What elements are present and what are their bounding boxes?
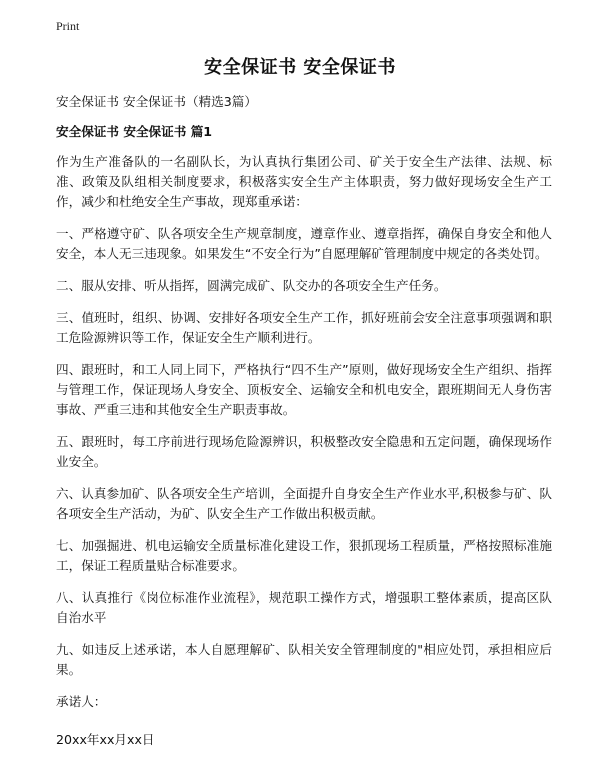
paragraph-item-5: 五、跟班时，每工序前进行现场危险源辨识，积极整改安全隐患和五定问题，确保现场作业安全。: [56, 434, 552, 469]
signer-label: 承诺人：: [56, 694, 107, 709]
document-subtitle: 安全保证书 安全保证书（精选3篇）: [56, 94, 257, 109]
document-title: 安全保证书 安全保证书: [204, 57, 396, 78]
paragraph-item-1: 一、严格遵守矿、队各项安全生产规章制度，遵章作业、遵章指挥，确保自身安全和他人安全，本人无三违现象。如果发生“不安全行为”自愿理解矿管理制度中规定的各类处罚。: [56, 226, 552, 261]
paragraph-item-8: 八、认真推行《岗位标准作业流程》，规范职工操作方式，增强职工整体素质，提高区队自治水平: [56, 590, 552, 625]
paragraph-item-4: 四、跟班时，和工人同上同下，严格执行“四不生产”原则，做好现场安全生产组织、指挥与管理工作，保证现场人身安全、顶板安全、运输安全和机电安全，跟班期间无人身伤害事故、严重三违和其他安全生产职责事故。: [56, 362, 552, 417]
document-body: [56, 92, 552, 750]
paragraph-item-3: 三、值班时，组织、协调、安排好各项安全生产工作，抓好班前会安全注意事项强调和职工危险源辨识等工作，保证安全生产顺利进行。: [56, 310, 552, 345]
paragraph-item-9: 九、如违反上述承诺，本人自愿理解矿、队相关安全管理制度的"相应处罚，承担相应后果。: [56, 642, 552, 677]
paragraph-item-2: 二、服从安排、听从指挥，圆满完成矿、队交办的各项安全生产任务。: [56, 278, 447, 293]
paragraph-item-7: 七、加强掘进、机电运输安全质量标准化建设工作，狠抓现场工程质量，严格按照标准施工，保证工程质量贴合标准要求。: [56, 538, 552, 573]
section-heading: 安全保证书 安全保证书 篇1: [56, 124, 213, 139]
paragraph-intro: 作为生产准备队的一名副队长，为认真执行集团公司、矿关于安全生产法律、法规、标准、政策及队组相关制度要求，积极落实安全生产主体职责，努力做好现场安全生产工作，减少和杜绝安全生产事故，现郑重承诺：: [56, 154, 552, 209]
signature-date: 20xx年xx月xx日: [56, 732, 155, 747]
paragraph-item-6: 六、认真参加矿、队各项安全生产培训，全面提升自身安全生产作业水平,积极参与矿、队各项安全生产活动，为矿、队安全生产工作做出积极贡献。: [56, 486, 552, 521]
print-link[interactable]: Print: [56, 19, 80, 33]
